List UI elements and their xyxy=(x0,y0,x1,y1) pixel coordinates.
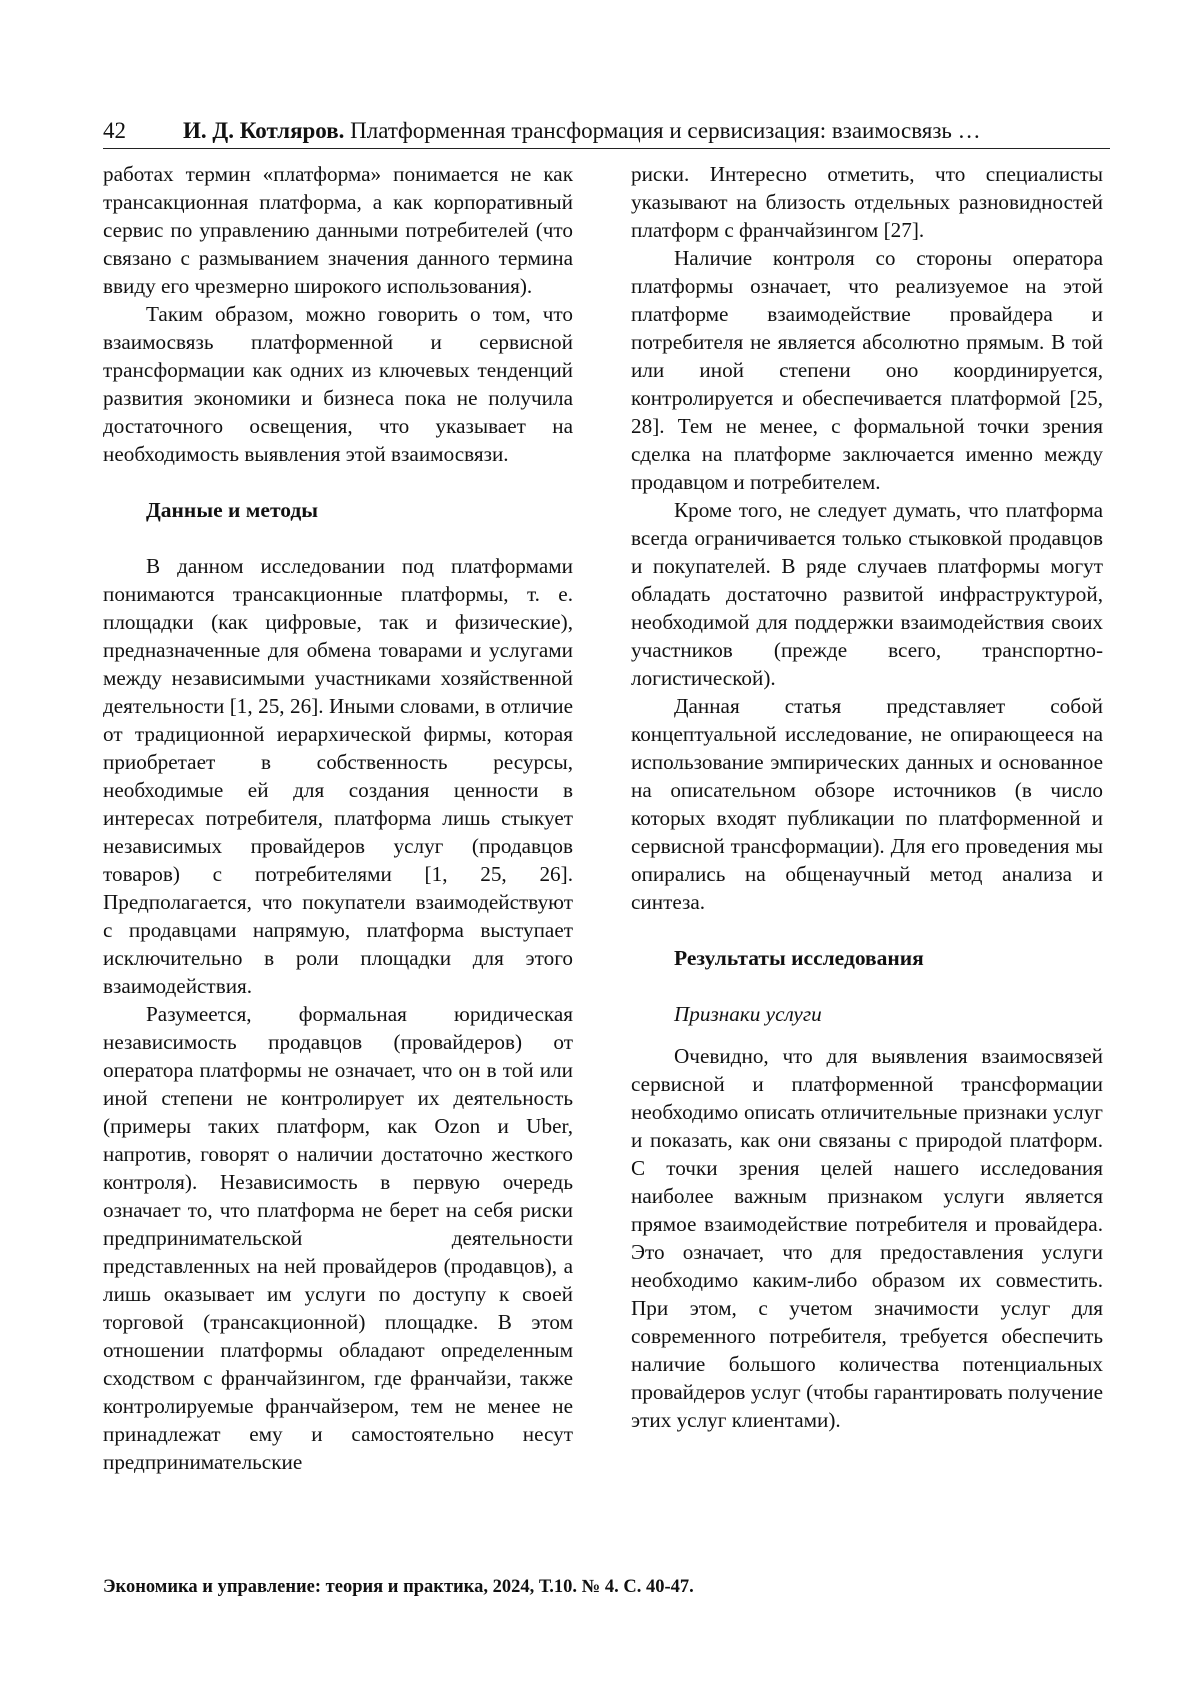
page-number: 42 xyxy=(103,118,126,143)
paragraph: Разумеется, формальная юридическая независимость продавцов (провайдеров) от оператора платформы не означает, что он в той или иной степени не контролирует их деятельность (примеры таких платформ, как Ozon и Uber, напротив, говорят о наличии достаточно жесткого контроля). Независимость в первую очередь означает то, что платформа не берет на себя риски предпринимательской деятельности представленных на ней провайдеров (продавцов), а лишь оказывает им услуги по доступу к своей торговой (трансакционной) площадке. В этом отношении платформы обладают определенным сходством с франчайзингом, где франчайзи, также контролируемые франчайзером, тем не менее не принадлежат ему и самостоятельно несут предпринимательские xyxy=(103,1002,573,1474)
paragraph: В данном исследовании под платформами понимаются трансакционные платформы, т. е. площадки (как цифровые, так и физические), предназначенные для обмена товарами и услугами между независимыми участниками хозяйственной деятельности [1, 25, 26]. Иными словами, в отличие от традиционной иерархической фирмы, которая приобретает в собственность ресурсы, необходимые ей для создания ценности в интересах потребителя, платформа лишь стыкует независимых провайдеров услуг (продавцов товаров) с потребителями [1, 25, 26]. Предполагается, что покупатели взаимодействуют с продавцами напрямую, платформа выступает исключительно в роли площадки для этого взаимодействия. xyxy=(103,554,573,998)
header-title: Платформенная трансформация и сервисизация: взаимосвязь … xyxy=(350,118,981,143)
paragraph: Наличие контроля со стороны оператора платформы означает, что реализуемое на этой платформе взаимодействие провайдера и потребителя не является абсолютно прямым. В той или иной степени оно координируется, контролируется и обеспечивается платформой [25, 28]. Тем не менее, с формальной точки зрения сделка на платформе заключается именно между продавцом и потребителем. xyxy=(631,246,1103,494)
paragraph: риски. Интересно отметить, что специалисты указывают на близость отдельных разновидностей платформ с франчайзингом [27]. xyxy=(631,162,1103,242)
running-header xyxy=(103,116,1110,149)
section-heading-results: Результаты исследования xyxy=(674,946,924,970)
section-heading-methods: Данные и методы xyxy=(146,498,319,522)
right-column xyxy=(631,160,1103,1434)
paragraph: Таким образом, можно говорить о том, что взаимосвязь платформенной и сервисной трансформации как одних из ключевых тенденций развития экономики и бизнеса пока не получила достаточного освещения, что указывает на необходимость выявления этой взаимосвязи. xyxy=(103,302,573,466)
header-author: И. Д. Котляров. xyxy=(183,118,345,143)
left-column xyxy=(103,160,573,1476)
journal-citation-footer: Экономика и управление: теория и практика, 2024, Т.10. № 4. С. 40-47. xyxy=(103,1577,694,1597)
paragraph: Очевидно, что для выявления взаимосвязей сервисной и платформенной трансформации необходимо описать отличительные признаки услуг и показать, как они связаны с природой платформ. С точки зрения целей нашего исследования наиболее важным признаком услуги является прямое взаимодействие потребителя и провайдера. Это означает, что для предоставления услуги необходимо каким-либо образом их совместить. При этом, с учетом значимости услуг для современного потребителя, требуется обеспечить наличие большого количества потенциальных провайдеров услуг (чтобы гарантировать получение этих услуг клиентами). xyxy=(631,1044,1103,1432)
paragraph: Данная статья представляет собой концептуальной исследование, не опирающееся на использование эмпирических данных и основанное на описательном обзоре источников (в число которых входят публикации по платформенной и сервисной трансформации). Для его проведения мы опирались на общенаучный метод анализа и синтеза. xyxy=(631,694,1103,914)
paragraph: работах термин «платформа» понимается не как трансакционная платформа, а как корпоративный сервис по управлению данными потребителей (что связано с размыванием значения данного термина ввиду его чрезмерно широкого использования). xyxy=(103,162,573,298)
paragraph: Кроме того, не следует думать, что платформа всегда ограничивается только стыковкой продавцов и покупателей. В ряде случаев платформы могут обладать достаточно развитой инфраструктурой, необходимой для поддержки взаимодействия своих участников (прежде всего, транспортно-логистической). xyxy=(631,498,1103,690)
subsection-heading: Признаки услуги xyxy=(674,1002,822,1026)
